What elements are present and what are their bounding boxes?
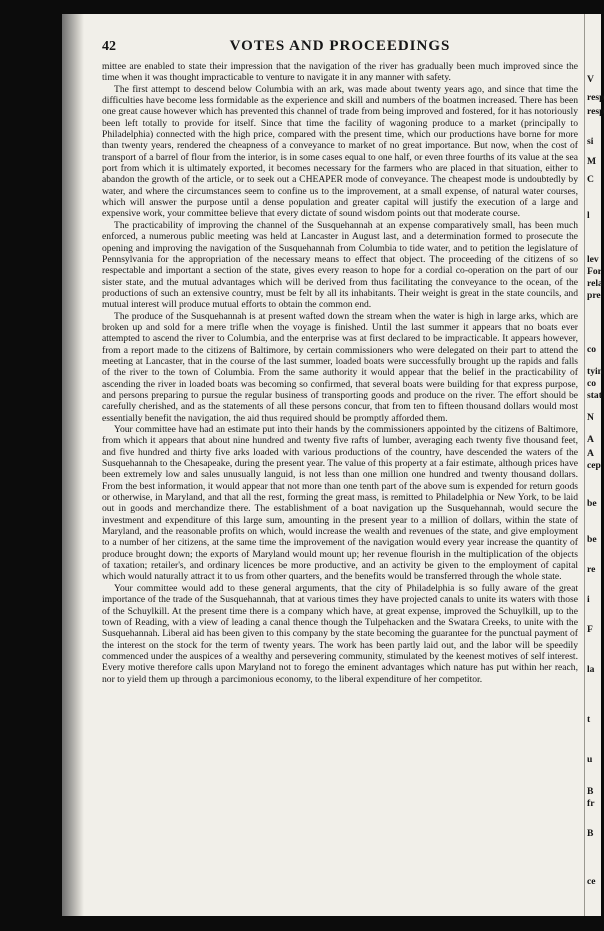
facing-fragment: si [587, 136, 594, 147]
document-page [62, 14, 584, 916]
facing-fragment: F [587, 624, 593, 635]
facing-fragment: co [587, 378, 597, 389]
page-number: 42 [102, 39, 116, 54]
facing-fragment: ce [587, 876, 596, 887]
facing-fragment: stat [587, 390, 602, 401]
facing-fragment: A [587, 434, 594, 445]
page-header [102, 38, 578, 55]
facing-fragment: A [587, 448, 594, 459]
running-title: VOTES AND PROCEEDINGS [229, 38, 451, 54]
facing-fragment: N [587, 412, 594, 423]
facing-fragment: lev [587, 254, 599, 265]
facing-fragment: co [587, 344, 597, 355]
paragraph-first-attempt: The first attempt to descend below Columbia with an ark, was made about twenty years ago, and since that time the difficulties have become less formidable as the experience and skill and numbers of the boatmen increased. There has been one great cause however which has prevented this channel of trade from being improved and fostered, for it has notoriously been left totally to provide for itself. Since that time the facility of wagoning produce to a market (principally to Philadelphia) connected with the high price, compared with the present time, which our productions have borne for more than twenty years, rendered the cheapness of a conveyance to market of no great importance. But now, when the cost of transport of a barrel of flour from the interior, is in some cases equal to one half, or even three fourths of its value at the sea port from which it is ultimately exported, it becomes necessary for the farmers who are placed in that situation, either to abandon the growth of the article, or to seek out a CHEAPER mode of conveyance. The cheapest mode is undoubtedly by water, and where the circumstances seem to confine us to the improvement, at a small expense, of natural water courses, which will answer the purpose until a dense population and greater capital will justify the execution of a large and expensive work, your committee believe that every dictate of sound wisdom points out that moderate course. [102, 83, 578, 220]
facing-fragment: B [587, 828, 594, 839]
facing-fragment: For [587, 266, 602, 277]
facing-fragment: pre [587, 290, 601, 301]
facing-fragment: tyin [587, 366, 603, 377]
facing-fragment: u [587, 754, 593, 765]
facing-fragment: cep [587, 460, 601, 471]
facing-fragment: resp [587, 106, 604, 117]
facing-fragment: V [587, 74, 594, 85]
paragraph-continuation: mittee are enabled to state their impression that the navigation of the river has gradually been much improved since the time when it was thought impracticable to venture to navigate it in any manner with safety. [102, 61, 578, 84]
facing-fragment: C [587, 174, 594, 185]
facing-fragment: t [587, 714, 591, 725]
facing-fragment: la [587, 664, 595, 675]
binding-gutter-shadow [62, 14, 84, 916]
facing-fragment: re [587, 564, 596, 575]
paragraph-philadelphia: Your committee would add to these general arguments, that the city of Philadelphia is so fully aware of the great importance of the trade of the Susquehannah, that at various times they have projected canals to unite its waters with those of the Schuylkill. At the present time there is a company which have, at great expense, improved the Schuylkill, up to the town of Reading, with a view of leading a canal thence though the Tulpehacken and the Swatara Creeks, to unite with the Susquehannah. Liberal aid has been given to this company by the state becoming the guarantee for the punctual payment of the interest on the stock for the term of twenty years. The work has been partly laid out, and the labor will be speedily commenced under the auspices of a wealthy and persevering community, stimulated by the keenest motives of self interest. Every motive therefore calls upon Maryland not to forego the eminent advantages which nature has put within her reach, nor to yield them up through a parcimonious economy, to the liberal expenditure of her competitor. [102, 582, 578, 685]
facing-fragment: be [587, 498, 597, 509]
facing-fragment: fr [587, 798, 595, 809]
facing-fragment: M [587, 156, 597, 167]
paragraph-practicability: The practicability of improving the channel of the Susquehannah at an expense comparatively small, has been much enforced, a numerous public meeting was held at Lancaster in August last, and a determination formed to prosecute the opening and improving the navigation of the Susquehannah from Columbia to tide water, and to petition the legislature of Pennsylvania for the appropriation of the necessary means to effect that object. The proceeding of the citizens of so respectable and important a section of the state, gives every reason to hope for a cordial co-operation on the part of our sister state, and the mutual advantages which will be derived from thus facilitating the conveyance to the ocean, of the productions of such an extensive country, must be felt by all its inhabitants. Their weight is great in the state councils, and mutual interest will produce mutual efforts to obtain the common end. [102, 219, 578, 311]
facing-page-edge [584, 14, 604, 916]
paragraph-estimate: Your committee have had an estimate put into their hands by the commissioners appointed by the citizens of Baltimore, from which it appears that about nine hundred and twenty five rafts of lumber, averaging each twenty five thousand feet, and five hundred and thirty five arks loaded with various productions of the country, have descended the waters of the Susquehannah to the Chesapeake, during the present year. The value of this property at a fair estimate, although prices have been extremely low and sales unusually languid, is not less than one million one hundred and twenty thousand dollars. From the best information, it would appear that not more than one tenth part of the above sum is expended for return goods or otherwise, in Maryland, and that all the rest, forming the great mass, is remitted to Philadelphia or New York, to be laid out in goods and merchandize there. The establishment of a boat navigation up the Susquehannah, would secure the investment and expenditure of this large sum, amounting in the present year to a million of dollars, within the state of Maryland, and the reasonable profits on which, would increase the wealth and revenues of the state, and give employment to a number of her citizens, at the same time the improvement of the navigation would every year increase the quantity of produce brought down; the exports of Maryland would mount up; her revenue flourish in the multiplication of the objects of taxation; retailer's, and ordinary licences be more productive, and an activity be given to the employment of capital which would naturally attract it to us from other quarters, and the benefits would be transferred through the whole state. [102, 424, 578, 583]
facing-fragment: be [587, 534, 597, 545]
body-text [102, 61, 578, 685]
facing-fragment: B [587, 786, 594, 797]
facing-fragment: rela [587, 278, 603, 289]
facing-fragment: resp [587, 92, 604, 103]
facing-fragment: l [587, 210, 590, 221]
paragraph-produce: The produce of the Susquehannah is at present wafted down the stream when the water is high in large arks, which are broken up and sold for a mere trifle when the voyage is finished. Until the last summer it appears that no boats ever attempted to ascend the river to Columbia, and the enterprise was at first declared to be impracticable. It appears however, from a report made to the citizens of Baltimore, by certain commissioners who were delegated on their part to attend the meeting at Lancaster, that in the course of the last summer, loaded boats were successfully brought up the rapids and falls of the river to the town of Columbia. From the same authority it would appear that the belief in the practicability of ascending the river in loaded boats was becoming so confirmed, that several boats were building for that express purpose, and persons preparing to pursue the regular business of transporting goods and produce on the river. The effort should be carefully cherished, and as the statements of all these persons concur, that from ten to fifteen thousand dollars would most essentially benefit the navigation, the aid thus required should be promptly afforded them. [102, 310, 578, 424]
facing-fragment: i [587, 594, 590, 605]
